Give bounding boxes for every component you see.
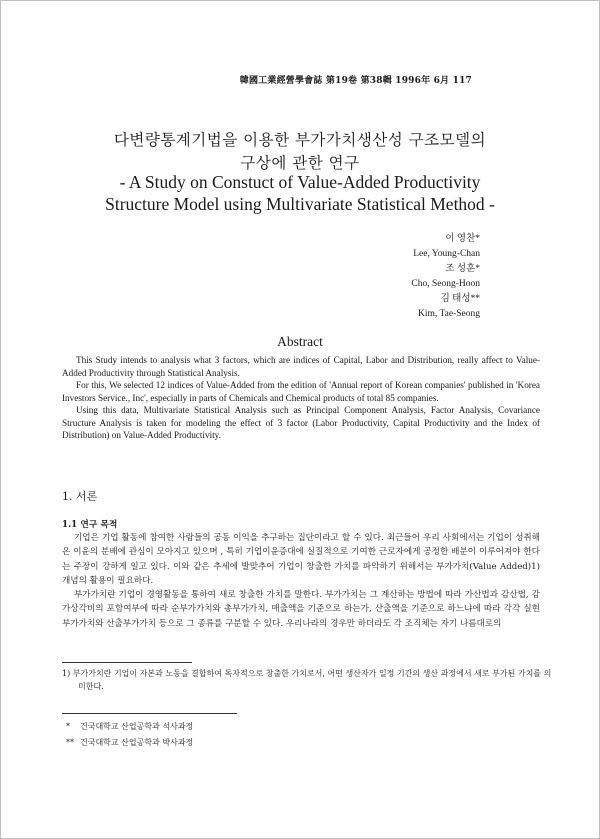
section-heading: 1. 서론 [62,490,98,503]
title-korean-line-1: 다변량통계기법을 이용한 부가가치생산성 구조모델의 [113,131,487,149]
body-paragraph: 부가가치란 기업이 경영활동을 통하여 새로 창출한 가치를 말한다. 부가가치는 그 계산하는 방법에 따라 가산법과 감산법, 감가상각비의 포함여부에 따라 순부가가치와 총부가가치, 매출액을 기준으로 하는가, 산출액을 기준으로 하느냐에 따라 각각 실현 부가가치와 산출부가가치 등으로 그 종류를 구분할 수 있다. 우리나라의 경우만 하더라도 각 조직체는 자기 나름대로의 [62,590,540,629]
abstract-body [62,354,540,442]
affiliation-text: 건국대학교 산업공학과 박사과정 [80,738,194,747]
author-korean-name: 이 영찬* [445,234,480,244]
abstract-paragraph: Using this data, Multivariate Statistical Analysis such as Principal Component Analysis, Factor Analysis, Covariance Structure Analysis is taken for modeling the effect of 3 factor (Labor Productivity, Capital Productivity and the Index of Distribution) on Value-Added Productivity. [62,405,540,440]
affiliation-mark: * [66,722,70,731]
author-english-name: Cho, Seong-Hoon [411,279,480,289]
affiliation-mark: ** [66,738,74,747]
footnote [62,667,556,693]
abstract-heading: Abstract [277,334,323,349]
footnote-mark: 1) [62,669,71,678]
body-text [62,531,540,631]
journal-header: 韓國工業經營學會誌 第19卷 第38輯 1996年 6月 117 [239,76,472,86]
body-paragraph: 기업은 기업 활동에 참여한 사람들의 공동 이익을 추구하는 집단이라고 할 수 있다. 최근들어 우리 사회에서는 기업이 성취해 온 이윤의 분배에 관심이 모아지고 있으며 , 특히 기업이윤증대에 실질적으로 기여한 근로자에게 공정한 배분이 이루어져야 한다는 주장이 강하게 일고 있다. 이와 같은 추세에 발맞추어 기업이 창출한 가치를 파악하기 위해서는 부가가치(Value Added)1) 개념의 활용이 필요하다. [62,533,540,586]
affiliation-note [66,737,193,748]
footnote-text: 부가가치란 기업이 자본과 노동을 결합하여 독자적으로 창출한 가치로서, 어떤 생산자가 일정 기간의 생산 과정에서 새로 부가된 가치를 의미한다. [72,669,552,691]
title-english-line-2: Structure Model using Multivariate Statistical Method - [105,194,495,214]
abstract-paragraph: This Study intends to analysis what 3 factors, which are indices of Capital, Labor and Distribution, really affect to Value-Added Productivity through Statistical Analysis. [62,355,540,378]
author-korean-name: 조 성훈* [445,264,480,274]
title-english-line-1: - A Study on Constuct of Value-Added Productivity [119,172,481,192]
affiliation-note [66,721,193,732]
footnote-divider [62,662,192,663]
author-korean-name: 김 태성** [440,294,480,304]
author-english-name: Lee, Young-Chan [413,249,480,259]
affiliation-divider [62,713,237,714]
subsection-heading: 1.1 연구 목적 [62,520,118,530]
author-list [411,232,480,322]
affiliation-text: 건국대학교 산업공학과 석사과정 [80,722,194,731]
author-english-name: Kim, Tae-Seong [418,309,480,319]
abstract-paragraph: For this, We selected 12 indices of Value-Added from the edition of 'Annual report of Korean companies' published in 'Korea Investors Service., Inc', especially in parts of Chemicals and Chemical products of total 85 companies. [62,380,540,403]
title-korean-line-2: 구상에 관한 연구 [240,154,360,172]
